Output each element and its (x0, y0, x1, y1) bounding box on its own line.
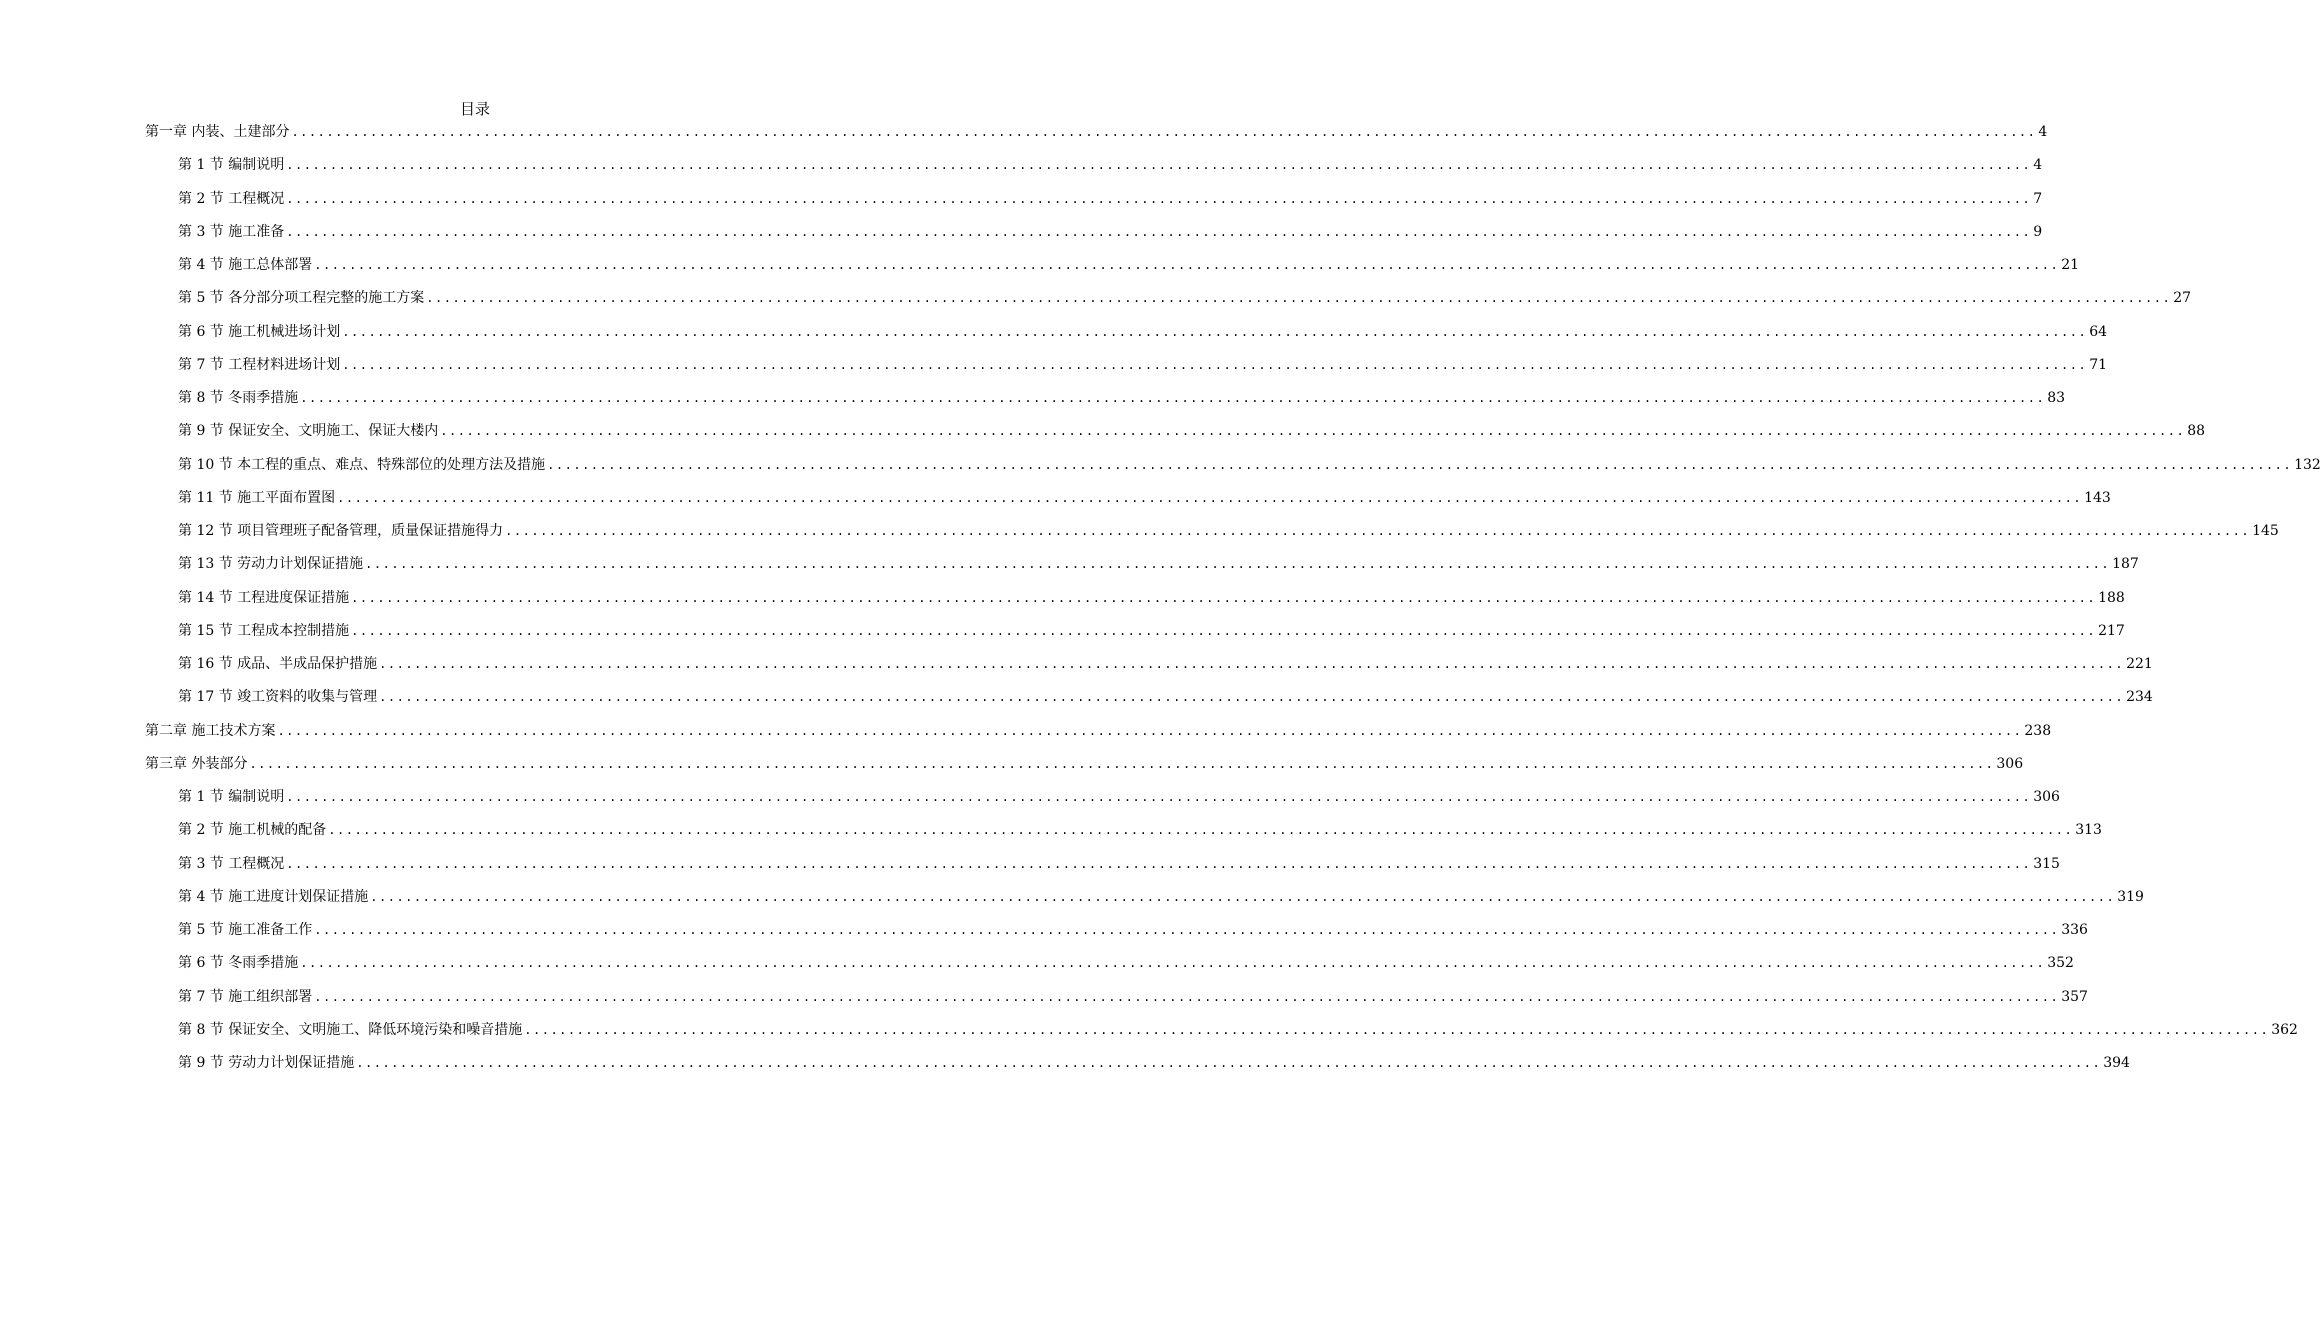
toc-dot-leader: ........................................................................................................................................................................................................ (314, 258, 2060, 272)
toc-section-entry[interactable] (178, 919, 2088, 941)
toc-section-entry[interactable] (178, 553, 2139, 575)
toc-dot-leader: ........................................................................................................................................................................................................ (365, 557, 2111, 572)
toc-entry-label: 第 10 节 本工程的重点、难点、特殊部位的处理方法及措施 (178, 456, 546, 473)
toc-chapter-entry[interactable] (145, 720, 2052, 742)
toc-dot-leader: ........................................................................................................................................................................................................ (342, 324, 2088, 339)
toc-entry-label: 第 3 节 工程概况 (178, 855, 285, 872)
toc-entry-label: 第二章 施工技术方案 (145, 722, 276, 739)
toc-section-entry[interactable] (178, 287, 2192, 309)
toc-entry-label: 第一章 内装、土建部分 (145, 124, 290, 140)
toc-page-number: 315 (2033, 855, 2060, 872)
toc-section-entry[interactable] (178, 952, 2074, 974)
toc-entry-label: 第 15 节 工程成本控制措施 (178, 622, 350, 639)
toc-entry-label: 第 8 节 冬雨季措施 (178, 390, 299, 406)
toc-page-number: 188 (2098, 589, 2125, 606)
toc-dot-leader: ........................................................................................................................................................................................................ (379, 690, 2125, 705)
toc-entry-label: 第 3 节 施工准备 (178, 223, 285, 240)
toc-page-number: 336 (2061, 922, 2088, 938)
toc-entry-label: 第 2 节 施工机械的配备 (178, 822, 327, 839)
toc-section-entry[interactable] (178, 1052, 2130, 1074)
toc-dot-leader: ........................................................................................................................................................................................................ (440, 424, 2186, 439)
toc-entry-label: 第 6 节 施工机械进场计划 (178, 323, 341, 340)
toc-dot-leader: ........................................................................................................................................................................................................ (370, 889, 2116, 904)
toc-page-number: 394 (2103, 1055, 2130, 1071)
toc-entry-label: 第 5 节 各分部分项工程完整的施工方案 (178, 290, 425, 307)
toc-dot-leader: ........................................................................................................................................................................................................ (286, 224, 2032, 239)
toc-dot-leader: ........................................................................................................................................................................................................ (351, 590, 2097, 605)
toc-dot-leader: ........................................................................................................................................................................................................ (426, 291, 2172, 306)
toc-page-number: 83 (2047, 390, 2066, 406)
toc-section-entry[interactable] (178, 154, 2043, 176)
toc-page-number: 21 (2061, 257, 2080, 273)
toc-page-number: 71 (2089, 356, 2108, 373)
toc-section-entry[interactable] (178, 620, 2125, 642)
toc-dot-leader: ........................................................................................................................................................................................................ (337, 490, 2083, 505)
toc-dot-leader: ........................................................................................................................................................................................................ (314, 923, 2060, 937)
toc-page-number: 313 (2075, 822, 2102, 839)
toc-chapter-entry[interactable] (145, 121, 2048, 143)
toc-page-number: 352 (2047, 955, 2074, 972)
toc-dot-leader: ........................................................................................................................................................................................................ (277, 723, 2023, 738)
toc-page-number: 187 (2112, 556, 2139, 573)
toc-page-number: 27 (2173, 290, 2192, 307)
toc-page-number: 9 (2033, 223, 2043, 240)
toc-dot-leader: ........................................................................................................................................................................................................ (351, 623, 2097, 638)
toc-dot-leader: ........................................................................................................................................................................................................ (314, 989, 2060, 1004)
toc-section-entry[interactable] (178, 853, 2060, 875)
toc-section-entry[interactable] (178, 653, 2153, 675)
toc-page-number: 319 (2117, 888, 2144, 905)
toc-chapter-entry[interactable] (145, 753, 2024, 775)
toc-page-number: 306 (1996, 755, 2024, 772)
toc-section-entry[interactable] (178, 188, 2043, 210)
toc-section-entry[interactable] (178, 420, 2206, 442)
toc-dot-leader: ........................................................................................................................................................................................................ (300, 956, 2046, 971)
toc-section-entry[interactable] (178, 454, 2321, 476)
toc-entry-label: 第 5 节 施工准备工作 (178, 922, 313, 938)
toc-page-number: 362 (2271, 1021, 2298, 1038)
toc-entry-label: 第 13 节 劳动力计划保证措施 (178, 556, 364, 573)
toc-section-entry[interactable] (178, 487, 2111, 509)
toc-entry-label: 第 9 节 保证安全、文明施工、保证大楼内 (178, 423, 439, 440)
toc-dot-leader: ........................................................................................................................................................................................................ (286, 191, 2032, 206)
toc-page-number: 132 (2294, 456, 2321, 473)
toc-entry-label: 第 4 节 施工进度计划保证措施 (178, 888, 369, 905)
toc-dot-leader: ........................................................................................................................................................................................................ (379, 657, 2125, 671)
toc-page-number: 4 (2033, 157, 2043, 174)
toc-dot-leader: ........................................................................................................................................................................................................ (505, 524, 2251, 538)
toc-dot-leader: ........................................................................................................................................................................................................ (291, 125, 2037, 139)
toc-section-entry[interactable] (178, 221, 2043, 243)
toc-section-entry[interactable] (178, 886, 2144, 908)
toc-dot-leader: ........................................................................................................................................................................................................ (286, 790, 2032, 804)
toc-entry-label: 第 11 节 施工平面布置图 (178, 489, 336, 506)
toc-entry-label: 第 6 节 冬雨季措施 (178, 955, 299, 972)
toc-page-number: 4 (2038, 124, 2048, 140)
toc-page-number: 234 (2126, 689, 2153, 706)
toc-page-number: 143 (2084, 489, 2111, 506)
toc-section-entry[interactable] (178, 254, 2080, 276)
toc-dot-leader: ........................................................................................................................................................................................................ (328, 823, 2074, 838)
toc-section-entry[interactable] (178, 587, 2125, 609)
toc-page-number: 145 (2252, 523, 2279, 539)
toc-section-entry[interactable] (178, 986, 2088, 1008)
toc-entry-label: 第 2 节 工程概况 (178, 190, 285, 207)
toc-entry-label: 第 8 节 保证安全、文明施工、降低环境污染和噪音措施 (178, 1021, 523, 1038)
toc-title: 目录 (459, 100, 490, 118)
toc-page-number: 88 (2187, 423, 2206, 440)
toc-entry-label: 第 9 节 劳动力计划保证措施 (178, 1055, 355, 1071)
toc-section-entry[interactable] (178, 387, 2066, 409)
toc-dot-leader: ........................................................................................................................................................................................................ (547, 457, 2293, 472)
toc-dot-leader: ........................................................................................................................................................................................................ (286, 856, 2032, 871)
toc-section-entry[interactable] (178, 786, 2060, 808)
toc-dot-leader: ........................................................................................................................................................................................................ (356, 1056, 2102, 1070)
toc-section-entry[interactable] (178, 321, 2108, 343)
toc-page-number: 221 (2126, 656, 2153, 672)
toc-entry-label: 第三章 外装部分 (145, 755, 248, 772)
toc-entry-label: 第 4 节 施工总体部署 (178, 257, 313, 273)
toc-entry-label: 第 14 节 工程进度保证措施 (178, 589, 350, 606)
toc-entry-label: 第 12 节 项目管理班子配备管理，质量保证措施得力 (178, 523, 504, 539)
toc-dot-leader: ........................................................................................................................................................................................................ (249, 756, 1995, 771)
toc-section-entry[interactable] (178, 520, 2279, 542)
toc-section-entry[interactable] (178, 686, 2153, 708)
toc-dot-leader: ........................................................................................................................................................................................................ (286, 158, 2032, 173)
toc-section-entry[interactable] (178, 819, 2102, 841)
toc-entry-label: 第 7 节 工程材料进场计划 (178, 356, 341, 373)
toc-page-number: 306 (2033, 789, 2060, 805)
toc-entry-label: 第 1 节 编制说明 (178, 157, 285, 174)
toc-page-number: 217 (2098, 622, 2125, 639)
toc-dot-leader: ........................................................................................................................................................................................................ (342, 357, 2088, 372)
toc-dot-leader: ........................................................................................................................................................................................................ (524, 1022, 2270, 1037)
toc-page-number: 238 (2024, 722, 2052, 739)
toc-entry-label: 第 7 节 施工组织部署 (178, 988, 313, 1005)
toc-entry-label: 第 17 节 竣工资料的收集与管理 (178, 689, 378, 706)
toc-dot-leader: ........................................................................................................................................................................................................ (300, 391, 2046, 405)
toc-page-number: 357 (2061, 988, 2088, 1005)
toc-page-number: 7 (2033, 190, 2043, 207)
toc-section-entry[interactable] (178, 354, 2108, 376)
toc-entry-label: 第 1 节 编制说明 (178, 789, 285, 805)
toc-section-entry[interactable] (178, 1019, 2298, 1041)
toc-page-number: 64 (2089, 323, 2108, 340)
toc-entry-label: 第 16 节 成品、半成品保护措施 (178, 656, 378, 672)
